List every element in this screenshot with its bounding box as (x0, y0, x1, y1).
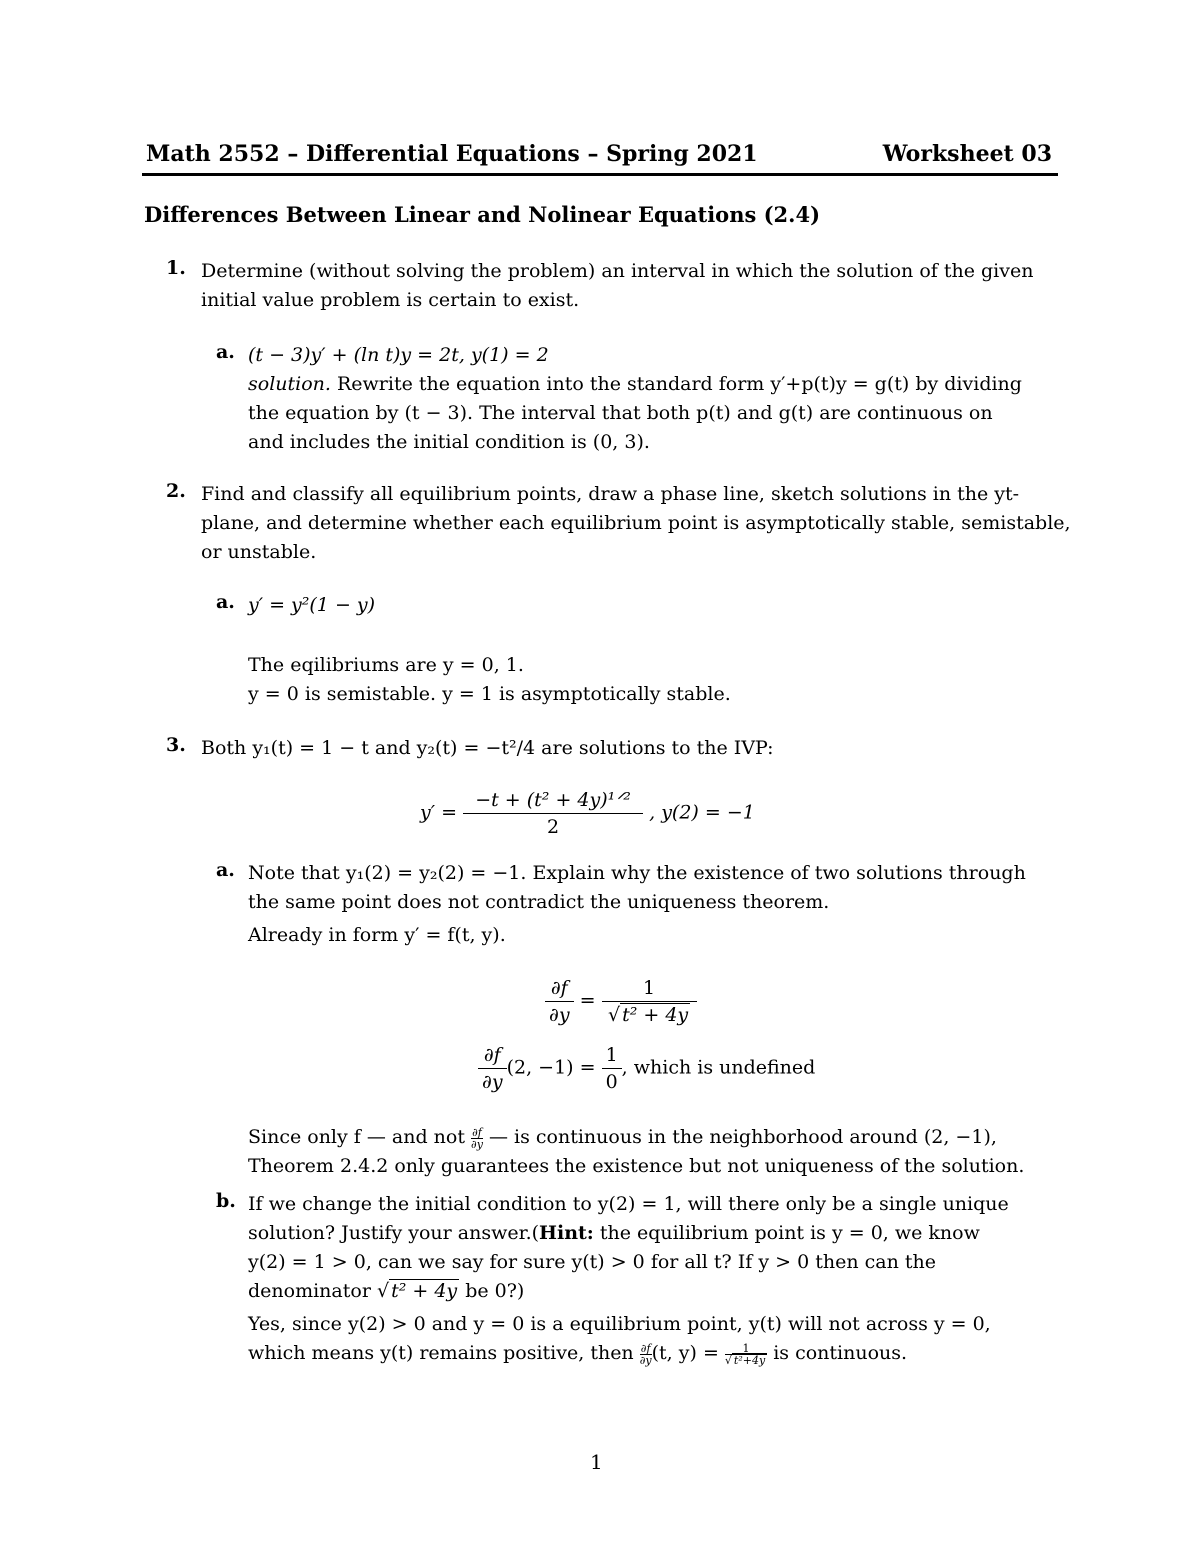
partial-eq1 (545, 975, 697, 1028)
q3a-line1: Note that y₁(2) = y₂(2) = −1. Explain why the existence of two solutions through (248, 862, 1026, 884)
partial-eq1-rnum: 1 (643, 977, 656, 999)
q3b-line2-b: the equilibrium point is y = 0, we know (593, 1222, 980, 1244)
q3a-block (248, 859, 1026, 950)
q1a-equation: (t − 3)y′ + (ln t)y = 2t, y(1) = 2 (248, 344, 549, 366)
ivp-denominator: 2 (463, 813, 643, 840)
q3b-partial-den: ∂y (639, 1353, 652, 1367)
q3-number: 3. (166, 734, 186, 756)
ivp-initial-condition: , y(2) = −1 (649, 801, 755, 824)
q2a-label: a. (216, 591, 235, 613)
since-line2: Theorem 2.4.2 only guarantees the existence but not uniqueness of the solution. (248, 1155, 1025, 1177)
q1a-line1-text: Rewrite the equation into the standard form y′+p(t)y = g(t) by dividing (336, 373, 1022, 395)
partial-eq2-arg: (2, −1) = (506, 1056, 596, 1079)
q3b-line6-c: is continuous. (773, 1342, 908, 1364)
q3b-label: b. (216, 1190, 236, 1212)
q3b-partial (640, 1343, 652, 1366)
q3-intro: Both y₁(t) = 1 − t and y₂(t) = −t²/4 are solutions to the IVP: (201, 737, 774, 759)
q3b-line5: Yes, since y(2) > 0 and y = 0 is a equilibrium point, y(t) will not across y = 0, (248, 1313, 991, 1335)
q1-prompt (201, 257, 1033, 315)
q3a-line3: Already in form y′ = f(t, y). (248, 924, 506, 946)
partial-eq1-den: ∂y (545, 1001, 574, 1028)
q1-prompt-line1: Determine (without solving the problem) an interval in which the solution of the given (201, 260, 1034, 282)
q1a-line3: and includes the initial condition is (0, 3). (248, 431, 650, 453)
q3a-label: a. (216, 859, 235, 881)
q3b-rhs-den-wrap: √ t²+4y (724, 1353, 766, 1367)
partial-eq1-rhs (602, 975, 697, 1028)
q3b-line3: y(2) = 1 > 0, can we say for sure y(t) > 0 for all t? If y > 0 then can the (248, 1251, 936, 1273)
q3b-line4-a: denominator (248, 1280, 371, 1302)
partial-eq2-rnum: 1 (605, 1044, 618, 1066)
hint-label: Hint: (539, 1222, 594, 1244)
q3b-line2-a: solution? Justify your answer.( (248, 1222, 540, 1244)
partial-eq1-rden-wrap: √ t² + 4y (602, 1001, 697, 1028)
partial-eq2-lhs (478, 1042, 507, 1095)
partial-eq1-num: ∂f (550, 977, 568, 999)
ivp-equation (420, 787, 755, 840)
q3b-block (248, 1190, 1009, 1368)
since-partial-den: ∂y (471, 1137, 483, 1151)
q3b-rhs-num: 1 (742, 1341, 750, 1355)
ivp-numerator: −t + (t² + 4y)¹ᐟ² (475, 789, 631, 811)
q3b-line6-a: which means y(t) remains positive, then (248, 1342, 634, 1364)
q2a-equation: y′ = y²(1 − y) (248, 594, 376, 616)
q3a-since (248, 1123, 1024, 1181)
partial-eq2-rden: 0 (602, 1068, 622, 1095)
ivp-fraction (463, 787, 643, 840)
section-title: Differences Between Linear and Nolinear Equations (2.4) (144, 202, 820, 227)
q3b-line6-b: (t, y) = (651, 1342, 719, 1364)
q3b-partial-num: ∂f (640, 1341, 651, 1355)
q3b-line4: denominator √ t² + 4y be 0?) (248, 1280, 525, 1302)
since-line1-a: Since only f — and not (248, 1126, 465, 1148)
partial-eq1-lhs (545, 975, 574, 1028)
q3b-line2 (248, 1219, 1009, 1248)
partial-eq1-rden: t² + 4y (622, 1004, 689, 1026)
ivp-lhs: y′ = (420, 801, 458, 824)
q2a-answer (248, 651, 731, 709)
q2-line3: or unstable. (201, 541, 317, 563)
q3b-line4-b: be 0?) (465, 1280, 525, 1302)
course-title: Math 2552 – Differential Equations – Spring 2021 (146, 141, 758, 167)
since-line1 (248, 1123, 1024, 1152)
partial-eq2-rhs (602, 1042, 622, 1095)
q1a-block (248, 341, 1022, 457)
q3a-line2: the same point does not contradict the uniqueness theorem. (248, 891, 830, 913)
q3b-rhs-frac (725, 1343, 767, 1366)
q3b-line4-sqrt: t² + 4y (391, 1280, 458, 1302)
q2a-ans2: y = 0 is semistable. y = 1 is asymptotically stable. (248, 683, 731, 705)
q1a-line2: the equation by (t − 3). The interval that both p(t) and g(t) are continuous on (248, 402, 993, 424)
since-partial (471, 1127, 483, 1150)
q2-line2: plane, and determine whether each equilibrium point is asymptotically stable, semistable, (201, 512, 1071, 534)
page-header (142, 141, 1058, 176)
q1-prompt-line2: initial value problem is certain to exist. (201, 289, 580, 311)
q3b-rhs-den: t²+4y (733, 1353, 766, 1367)
partial-eq2 (478, 1042, 815, 1095)
solution-label: solution. (248, 373, 331, 395)
partial-eq2-tail: , which is undefined (621, 1056, 816, 1079)
page-number: 1 (590, 1450, 603, 1474)
worksheet-label: Worksheet 03 (882, 141, 1052, 167)
since-partial-num: ∂f (472, 1125, 482, 1139)
q2-number: 2. (166, 480, 186, 502)
q1-number: 1. (166, 257, 186, 279)
since-line1-b: — is continuous in the neighborhood around (2, −1), (488, 1126, 997, 1148)
partial-eq2-den: ∂y (478, 1068, 507, 1095)
q2-prompt (201, 480, 1071, 567)
q3b-line6 (248, 1339, 1009, 1368)
q2a-ans1: The eqilibriums are y = 0, 1. (248, 654, 524, 676)
q3b-line1: If we change the initial condition to y(2) = 1, will there only be a single unique (248, 1193, 1009, 1215)
partial-eq1-equals: = (579, 989, 596, 1012)
q2-line1: Find and classify all equilibrium points, draw a phase line, sketch solutions in the yt- (201, 483, 1020, 505)
q1a-line1 (248, 370, 1022, 399)
q1a-label: a. (216, 341, 235, 363)
partial-eq2-num: ∂f (483, 1044, 501, 1066)
